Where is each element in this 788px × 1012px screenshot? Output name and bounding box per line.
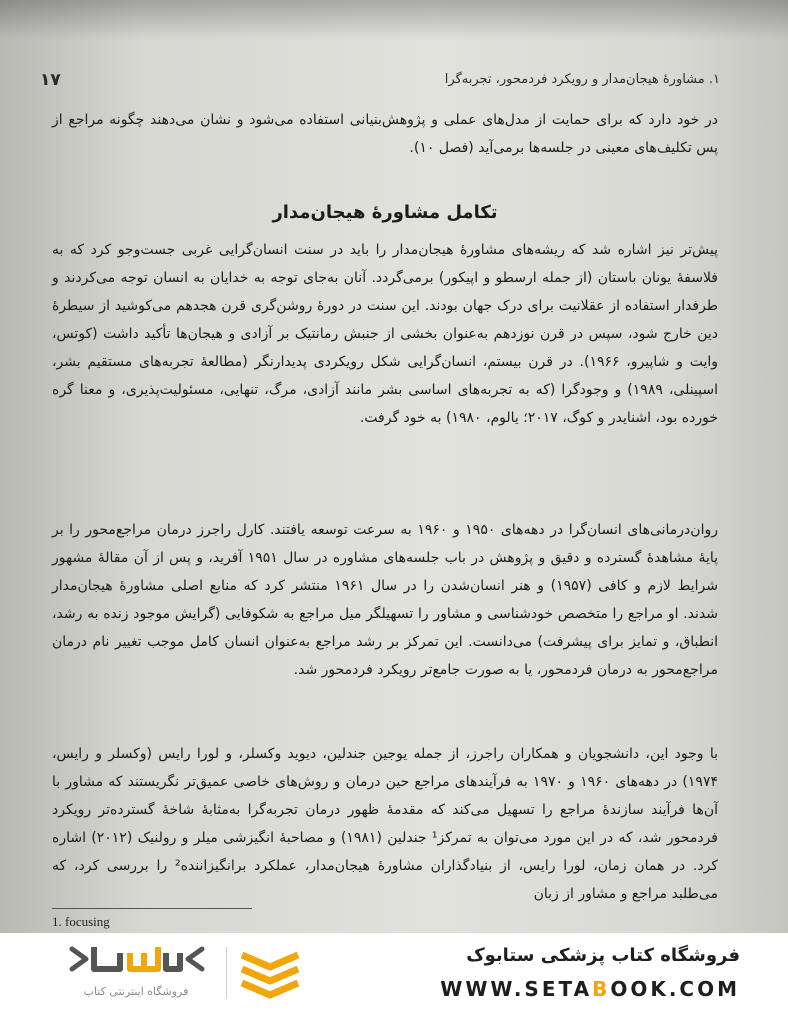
page-number: ۱۷ xyxy=(40,70,61,90)
page-shadow xyxy=(0,0,788,40)
url-accent-letter: B xyxy=(592,977,611,1001)
running-header xyxy=(40,68,720,98)
store-logo-tagline: فروشگاه اینترنتی کتاب xyxy=(83,985,189,998)
store-logo-icon xyxy=(62,939,212,983)
book-stack-icon xyxy=(238,947,302,999)
url-prefix: WWW.SETA xyxy=(440,977,593,1001)
running-title: ۱. مشاورهٔ هیجان‌مدار و رویکرد فردمحور، تجربه‌گرا xyxy=(444,72,720,87)
paragraph-1: در خود دارد که برای حمایت از مدل‌های عملی و پژوهش‌بنیانی استفاده می‌شود و نشان می‌دهند چگونه مراجع از پس تکلیف‌های معینی در جلسه‌ها برمی‌آید (فصل ۱۰). xyxy=(52,112,718,156)
paragraph-4: با وجود این، دانشجویان و همکاران راجرز، از جمله یوجین جندلین، دیوید وکسلر، و لورا رایس (وکسلر و رایس، ۱۹۷۴) در دهه‌های ۱۹۶۰ و ۱۹۷۰ به فرآیندهای مراجع حین درمان و روش‌های خاصی عمیق‌تر نگریستند که مشاور با آن‌ها فرآیند سازندهٔ مراجع را تسهیل می‌کند که مقدمهٔ ظهور درمان تجربه‌گرا به‌مثابهٔ شاخهٔ گسترده‌تر رویکرد فردمحور شد، که در این مورد می‌توان به تمرکز¹ جندلین (۱۹۸۱) و مصاحبهٔ انگیزشی میلر و رولنیک (۲۰۱۲) اشاره کرد. در همان زمان، لورا رایس، از بنیادگذاران مشاورهٔ هیجان‌مدار، عملکرد برانگیزاننده² را بررسی کرد، که می‌طلبد مراجع و مشاور از زبان xyxy=(52,746,719,902)
body-text xyxy=(52,106,718,936)
url-suffix: OOK.COM xyxy=(610,977,740,1001)
footnote: 1. focusing xyxy=(52,914,110,929)
footnote-divider xyxy=(52,908,252,909)
store-name: فروشگاه کتاب پزشکی ستابوک xyxy=(466,945,740,966)
section-heading: تکامل مشاورهٔ هیجان‌مدار xyxy=(272,202,498,223)
paragraph-2: پیش‌تر نیز اشاره شد که ریشه‌های مشاورهٔ هیجان‌مدار را باید در سنت انسان‌گرایی غربی جست‌وجو کرد که به فلاسفهٔ یونان باستان (از جمله ارسطو و اپیکور) برمی‌گردد. آنان به‌جای توجه به خدایان به انسان توجه می‌کردند و طرفدار استفاده از عقلانیت برای درک جهان بودند. این سنت در دورهٔ روشن‌گری قرن هجدهم می‌کوشید از سیطرهٔ دین خارج شود، سپس در قرن نوزدهم به‌عنوان بخشی از جنبش رمانتیک بر آزادی و هیجان‌ها تأکید داشت (کوتس، وایت و شاپیرو، ۱۹۶۶). در قرن بیستم، انسان‌گرایی شکل رویکردی پدیدارنگر (مطالعهٔ تجربه‌های مستقیم بشر، اسپینلی، ۱۹۸۹) و وجودگرا (که به تجربه‌های اساسی بشر مانند آزادی، مرگ، تنهایی، مسئولیت‌پذیری، و معنا گره خورده بود، اشنایدر و کوگ، ۲۰۱۷؛ یالوم، ۱۹۸۰) به خود گرفت. xyxy=(52,242,719,426)
store-banner xyxy=(0,933,788,1012)
paragraph-3: روان‌درمانی‌های انسان‌گرا در دهه‌های ۱۹۵۰ و ۱۹۶۰ به سرعت توسعه یافتند. کارل راجرز درمان مراجع‌محور را بر پایهٔ مشاهدهٔ گسترده و دقیق و پژوهش در باب جلسه‌های مشاوره در سال ۱۹۵۱ آفرید، و پس از آن مقالهٔ مشهور شرایط لازم و کافی (۱۹۵۷) و هنر انسان‌شدن را در سال ۱۹۶۱ منتشر کرد که منابع اصلی مشاورهٔ هیجان‌مدار شدند. او مراجع را متخصص خودشناسی و مشاور را تسهیلگر میل مراجع به شکوفایی (گرایش موجود زنده به رشد، انطباق، و تمایز برای پیشرفت) می‌دانست. این تمرکز بر رشد مراجع به‌عنوان انسان کامل موجب تغییر نام درمان مراجع‌محور به درمان فردمحور، یا به صورت جامع‌تر رویکرد فردمحور شد. xyxy=(52,522,719,678)
store-url[interactable] xyxy=(440,977,740,1001)
store-logo-wordmark xyxy=(62,939,212,983)
logo-divider xyxy=(226,947,227,999)
